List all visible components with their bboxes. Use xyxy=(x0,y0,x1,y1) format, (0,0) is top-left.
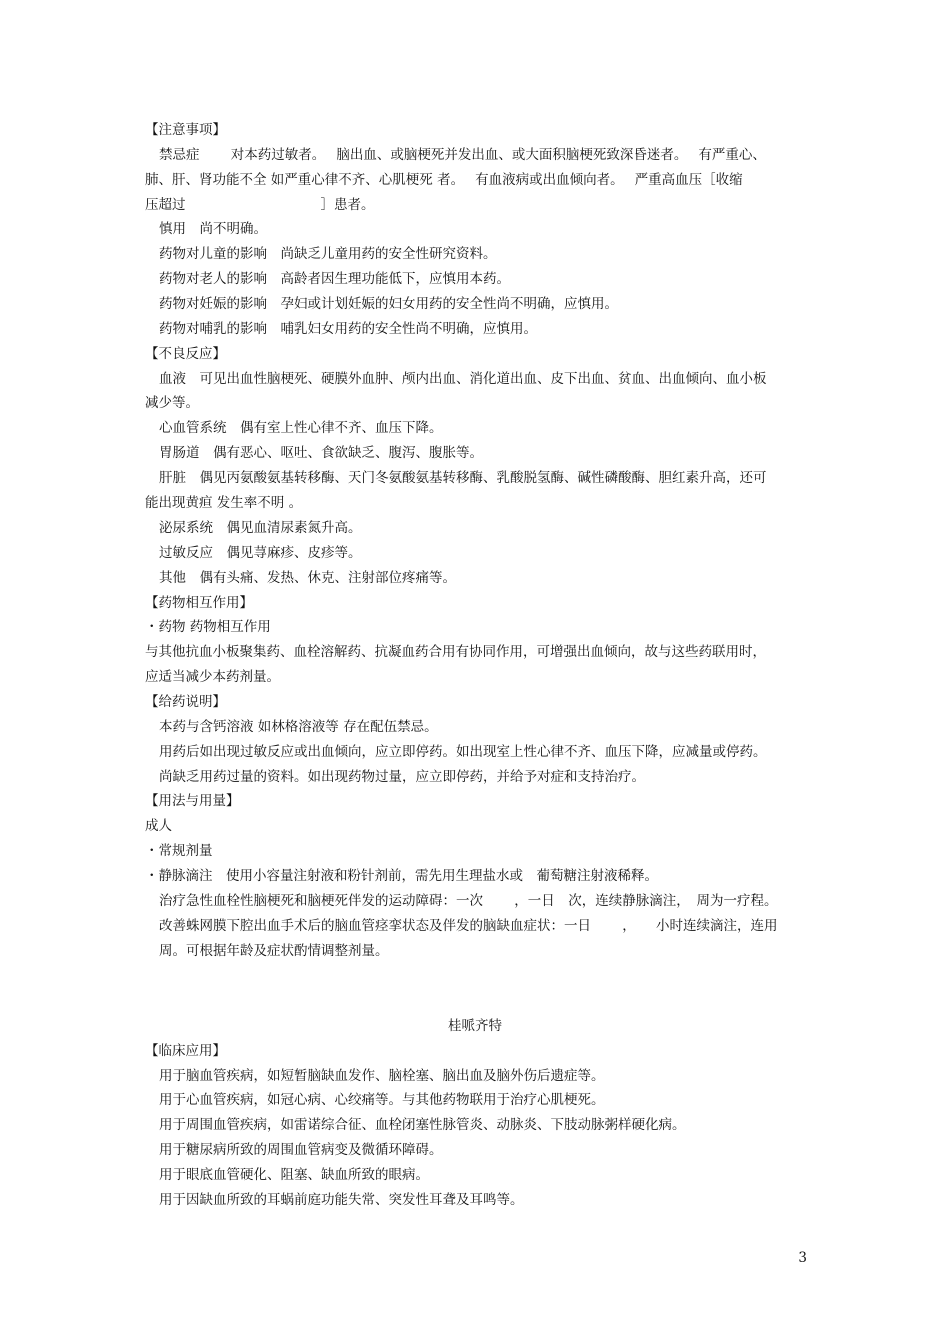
precautions-line: 慎用 尚不明确。 xyxy=(159,221,267,237)
dosage-line: 周。可根据年龄及症状酌情调整剂量。 xyxy=(159,943,389,959)
dosage-line: ・常规剂量 xyxy=(145,843,213,859)
precautions-line: 肺、肝、肾功能不全 如严重心律不齐、心肌梗死 者。 有血液病或出血倾向者。 严重高血压［收缩 xyxy=(145,172,743,188)
interaction-line: ・药物 药物相互作用 xyxy=(145,619,271,635)
clinical-line: 用于糖尿病所致的周围血管病变及微循环障碍。 xyxy=(159,1142,443,1158)
administration-line: 用药后如出现过敏反应或出血倾向，应立即停药。如出现室上性心律不齐、血压下降，应减量或停药。 xyxy=(159,744,767,760)
clinical-line: 用于心血管疾病，如冠心病、心绞痛等。与其他药物联用于治疗心肌梗死。 xyxy=(159,1092,605,1108)
section-header-adverse: 【不良反应】 xyxy=(145,346,226,362)
page-number: 3 xyxy=(798,1250,807,1266)
adverse-line: 心血管系统 偶有室上性心律不齐、血压下降。 xyxy=(159,420,443,436)
administration-line: 尚缺乏用药过量的资料。如出现药物过量，应立即停药，并给予对症和支持治疗。 xyxy=(159,769,645,785)
precautions-line: 禁忌症 对本药过敏者。 脑出血、或脑梗死并发出血、或大面积脑梗死致深昏迷者。 有严重心、 xyxy=(159,147,766,163)
section-header-precautions: 【注意事项】 xyxy=(145,122,226,138)
adverse-line: 过敏反应 偶见荨麻疹、皮疹等。 xyxy=(159,545,362,561)
section-header-administration: 【给药说明】 xyxy=(145,694,226,710)
clinical-line: 用于因缺血所致的耳蜗前庭功能失常、突发性耳聋及耳鸣等。 xyxy=(159,1192,524,1208)
drug-title: 桂哌齐特 xyxy=(448,1018,502,1034)
adverse-line: 胃肠道 偶有恶心、呕吐、食欲缺乏、腹泻、腹胀等。 xyxy=(159,445,483,461)
precautions-line: 药物对哺乳的影响 哺乳妇女用药的安全性尚不明确，应慎用。 xyxy=(159,321,537,337)
adverse-line: 肝脏 偶见丙氨酸氨基转移酶、天门冬氨酸氨基转移酶、乳酸脱氢酶、碱性磷酸酶、胆红素升高，还可 xyxy=(159,470,767,486)
interaction-line: 与其他抗血小板聚集药、血栓溶解药、抗凝血药合用有协同作用，可增强出血倾向，故与这些药联用时， xyxy=(145,644,766,660)
precautions-line: 药物对老人的影响 高龄者因生理功能低下，应慎用本药。 xyxy=(159,271,510,287)
section-header-clinical: 【临床应用】 xyxy=(145,1043,226,1059)
precautions-line: 药物对妊娠的影响 孕妇或计划妊娠的妇女用药的安全性尚不明确，应慎用。 xyxy=(159,296,618,312)
section-header-interaction: 【药物相互作用】 xyxy=(145,595,253,611)
dosage-line: ・静脉滴注 使用小容量注射液和粉针剂前，需先用生理盐水或 葡萄糖注射液稀释。 xyxy=(145,868,658,884)
adverse-line: 泌尿系统 偶见血清尿素氮升高。 xyxy=(159,520,362,536)
dosage-line: 改善蛛网膜下腔出血手术后的脑血管痉挛状态及伴发的脑缺血症状：一日 ， 小时连续滴注，连用 xyxy=(159,918,778,934)
adverse-line: 血液 可见出血性脑梗死、硬膜外血肿、颅内出血、消化道出血、皮下出血、贫血、出血倾向、血小板 xyxy=(159,371,767,387)
administration-line: 本药与含钙溶液 如林格溶液等 存在配伍禁忌。 xyxy=(159,719,438,735)
adverse-line: 减少等。 xyxy=(145,395,199,411)
precautions-line: 压超过 ］患者。 xyxy=(145,197,375,213)
interaction-line: 应适当减少本药剂量。 xyxy=(145,669,280,685)
adverse-line: 其他 偶有头痛、发热、休克、注射部位疼痛等。 xyxy=(159,570,456,586)
dosage-line: 治疗急性血栓性脑梗死和脑梗死伴发的运动障碍：一次 ，一日 次，连续静脉滴注， 周为一疗程。 xyxy=(159,893,778,909)
adverse-line: 能出现黄疸 发生率不明 。 xyxy=(145,495,303,511)
clinical-line: 用于眼底血管硬化、阻塞、缺血所致的眼病。 xyxy=(159,1167,429,1183)
precautions-line: 药物对儿童的影响 尚缺乏儿童用药的安全性研究资料。 xyxy=(159,246,497,262)
section-header-dosage: 【用法与用量】 xyxy=(145,793,240,809)
clinical-line: 用于周围血管疾病，如雷诺综合征、血栓闭塞性脉管炎、动脉炎、下肢动脉粥样硬化病。 xyxy=(159,1117,686,1133)
dosage-line: 成人 xyxy=(145,818,172,834)
clinical-line: 用于脑血管疾病，如短暂脑缺血发作、脑栓塞、脑出血及脑外伤后遗症等。 xyxy=(159,1068,605,1084)
